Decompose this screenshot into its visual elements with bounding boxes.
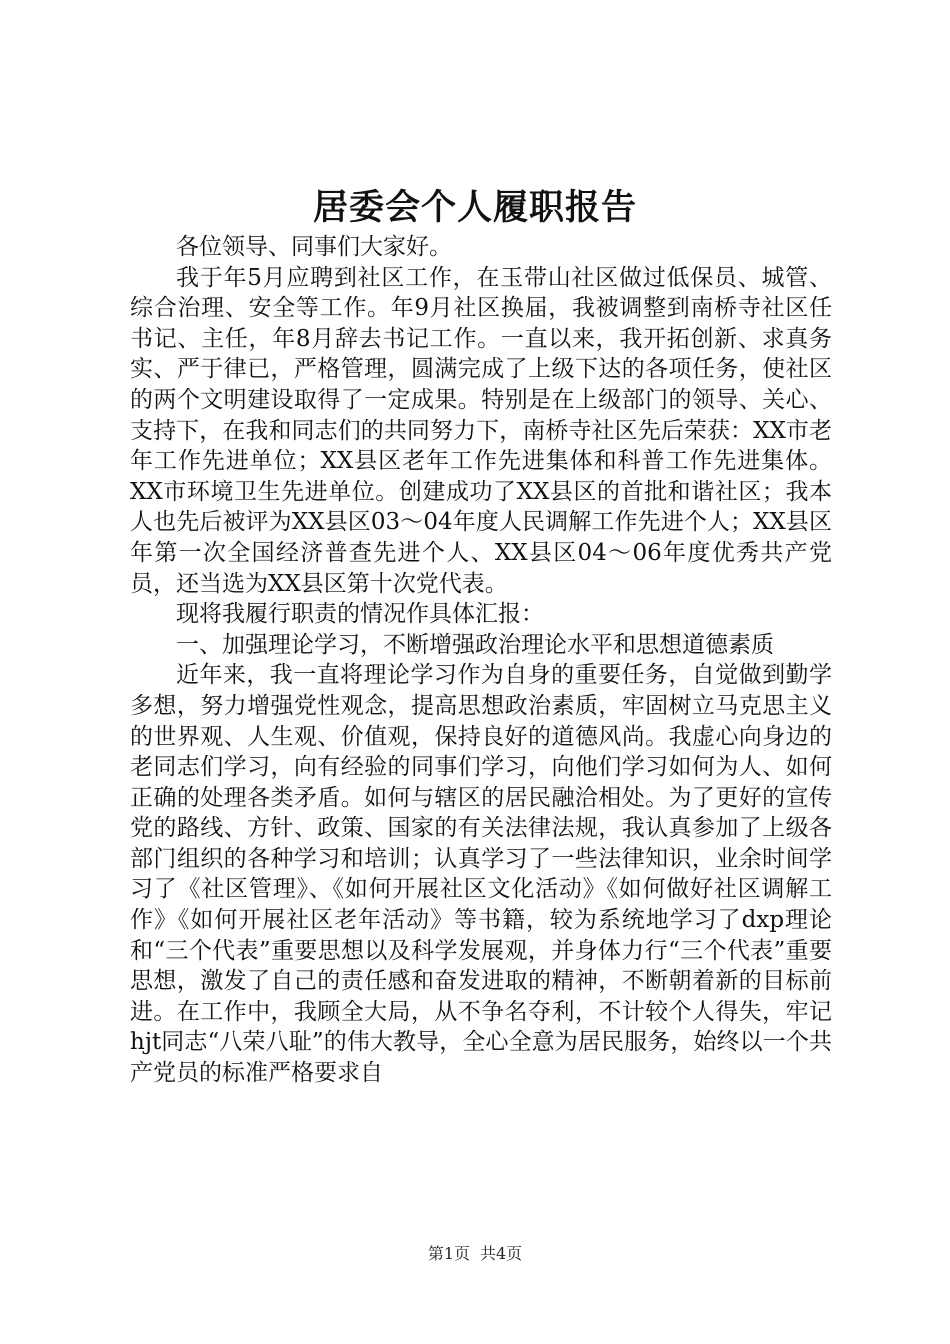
document-title: 居委会个人履职报告 <box>312 188 637 228</box>
document-body <box>130 232 832 1089</box>
paragraph-report-lead: 现将我履行职责的情况作具体汇报： <box>176 601 544 628</box>
page-number: 第1页 <box>427 1244 470 1263</box>
paragraph-greeting: 各位领导、同事们大家好。 <box>176 234 452 260</box>
paragraph-theory-study: 近年来，我一直将理论学习作为自身的重要任务，自觉做到勤学多想，努力增强党性观念，提高思想政治素质，牢固树立马克思主义的世界观、人生观、价值观，保持良好的道德风尚。我虚心向身边的老同志们学习，向有经验的同事们学习，向他们学习如何为人、如何正确的处理各类矛盾。如何与辖区的居民融洽相处。为了更好的宣传党的路线、方针、政策、国家的有关法律法规，我认真参加了上级各部门组织的各种学习和培训；认真学习了一些法律知识，业余时间学习了《社区管理》、《如何开展社区文化活动》《如何做好社区调解工作》《如何开展社区老年活动》等书籍，较为系统地学习了dxp理论和“三个代表”重要思想以及科学发展观，并身体力行“三个代表”重要思想，激发了自己的责任感和奋发进取的精神，不断朝着新的目标前进。在工作中，我顾全大局，从不争名夺利，不计较个人得失，牢记hjt同志“八荣八耻”的伟大教导，全心全意为居民服务，始终以一个共产党员的标准严格要求自 <box>130 662 832 1087</box>
paragraph-introduction: 我于年5月应聘到社区工作，在玉带山社区做过低保员、城管、综合治理、安全等工作。年9月社区换届，我被调整到南桥寺社区任书记、主任，年8月辞去书记工作。一直以来，我开拓创新、求真务实、严于律已，严格管理，圆满完成了上级下达的各项任务，使社区的两个文明建设取得了一定成果。特别是在上级部门的领导、关心、支持下，在我和同志们的共同努力下，南桥寺社区先后荣获：XX市老年工作先进单位；XX县区老年工作先进集体和科普工作先进集体。XX市环境卫生先进单位。创建成功了XX县区的首批和谐社区；我本人也先后被评为XX县区03～04年度人民调解工作先进个人；XX县区年第一次全国经济普查先进个人、XX县区04～06年度优秀共产党员，还当选为XX县区第十次党代表。 <box>130 264 832 597</box>
page-total: 共4页 <box>480 1244 523 1263</box>
page-footer <box>0 1243 950 1265</box>
section-heading-1: 一、加强理论学习，不断增强政治理论水平和思想道德素质 <box>176 631 774 658</box>
